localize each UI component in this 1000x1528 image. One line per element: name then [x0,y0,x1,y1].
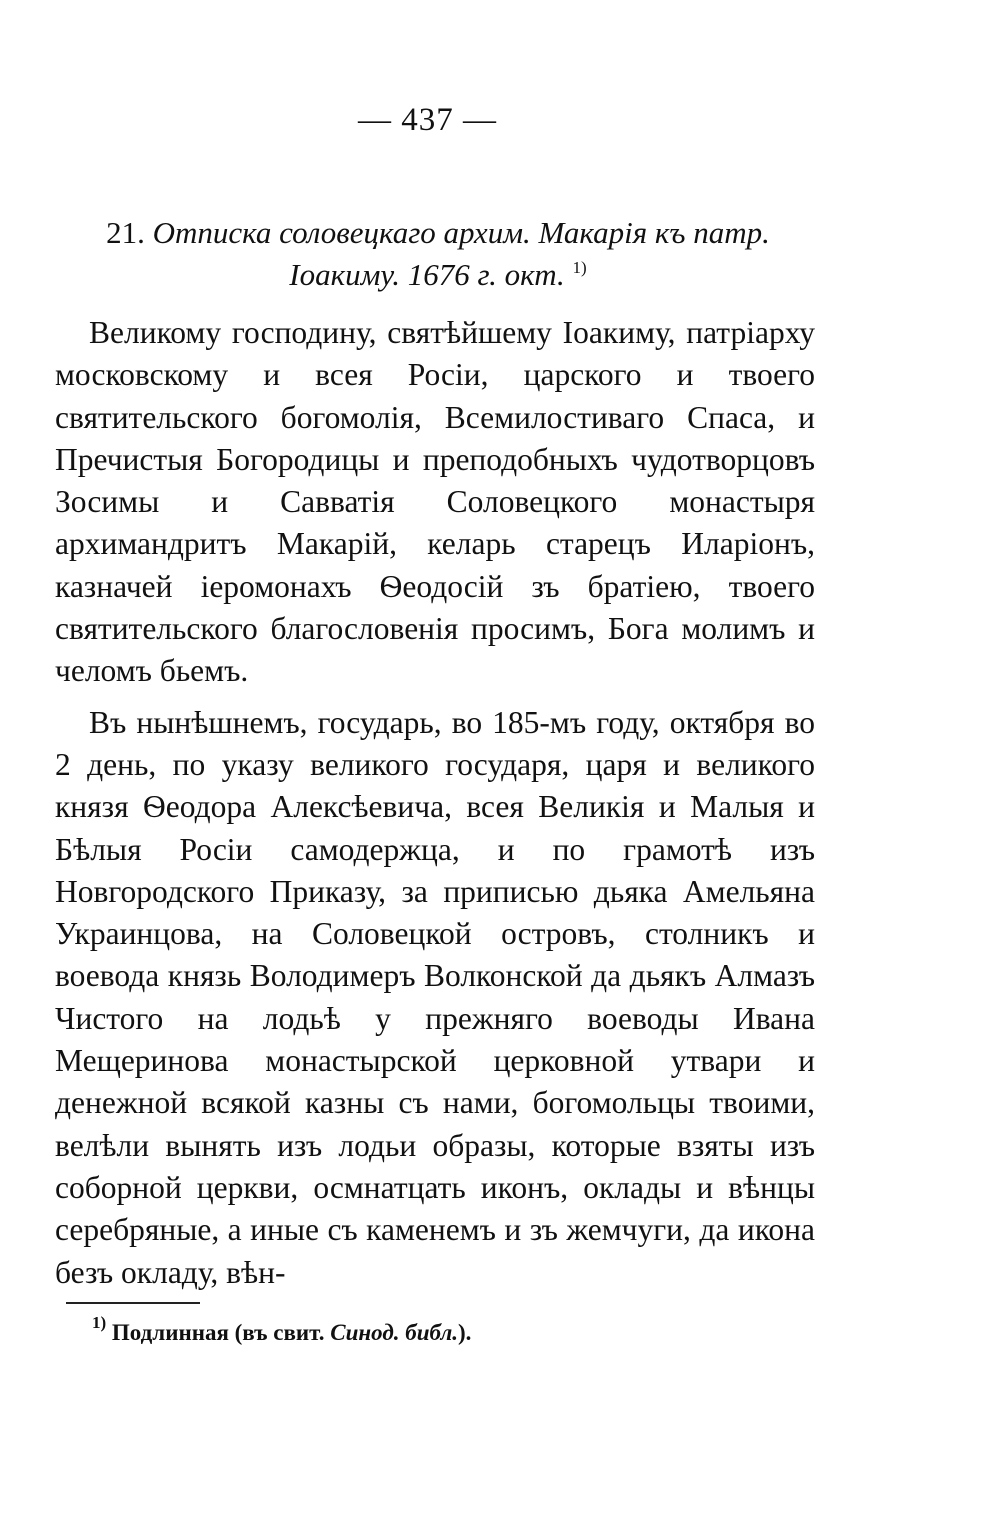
footnote-text: Подлинная (въ свит. [111,1320,325,1345]
paragraph: Въ нынѣшнемъ, государь, во 185-мъ году, октября во 2 день, по указу великого государя, царя и великого князя Ѳеодора Алексѣевича, всея Великія и Малыя и Бѣлыя Росіи самодержца, и по грамотѣ изъ Новгородского Приказу, за приписью дьяка Амельяна Украинцова, на Соловецкой островъ, столникъ и воевода князь Володимеръ Волконской да дьякъ Алмазъ Чистого на лодьѣ у прежняго воеводы Ивана Мещеринова монастырской церковной утвари и денежной всякой казны съ нами, богомольцы твоими, велѣли вынять изъ лодьи образы, которые взяты изъ соборной церкви, осмнатцать иконъ, оклады и вѣнцы серебряные, а иные съ каменемъ и зъ жемчуги, да икона безъ окладу, вѣн- [55,704,815,1290]
footnote-closing: ). [458,1320,472,1345]
heading-footnote-mark: 1) [572,258,587,277]
footnote-divider [66,1302,200,1304]
footnote-source: Синод. библ. [330,1320,459,1345]
footnote [92,1313,812,1348]
footnote-mark: 1) [92,1313,107,1332]
document-heading [60,212,816,296]
paragraph: Великому господину, святѣйшему Іоакиму, патріарху московскому и всея Росіи, царского и твоего святительского богомолія, Всемилостиваго Спаса, и Пречистыя Богородицы и преподобныхъ чудотворцовъ Зосимы и Савватія Соловецкого монастыря архимандритъ Макарій, келарь старецъ Иларіонъ, казначей іеромонахъ Ѳеодосій зъ братіею, твоего святительского благословенія просимъ, Бога молимъ и челомъ бьемъ. [55,315,815,689]
document-number: 21. [106,215,145,250]
document-title: Отписка соловецкаго архим. Макарія къ патр. Іоакиму. 1676 г. окт. [152,215,770,292]
page-number: — 437 — [358,102,497,138]
body-text [55,312,815,1303]
